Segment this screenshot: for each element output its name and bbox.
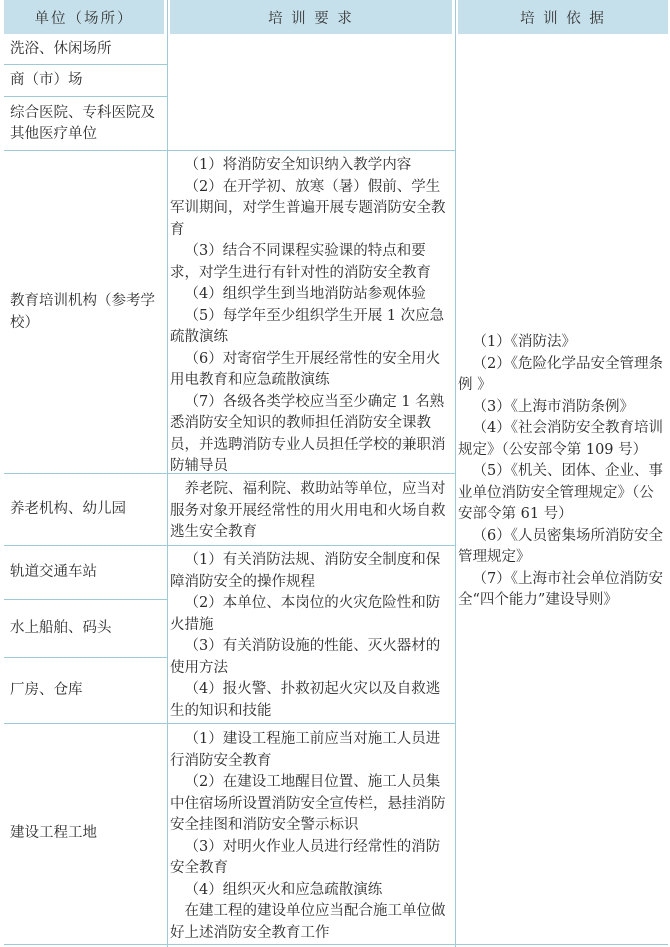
row-divider (4, 599, 167, 600)
row-divider (4, 657, 167, 658)
row-divider (4, 545, 455, 546)
req-item: （1）建设工程施工前应当对施工人员进行消防安全教育 (170, 731, 441, 769)
req-item: （3）对明火作业人员进行经常性的消防安全教育 (170, 838, 441, 876)
req-item: （3）结合不同课程实验课的特点和要求，对学生进行有针对性的消防安全教育 (170, 243, 431, 281)
header-basis: 培 训 依 据 (458, 0, 668, 34)
basis-item: （6）《人员密集场所消防安全管理规定》 (458, 527, 663, 565)
basis-item: （2）《危险化学品安全管理条例 》 (458, 355, 663, 393)
unit-cell: 养老机构、幼儿园 (10, 501, 126, 518)
req-item: （7）各级各类学校应当至少确定 1 名熟悉消防安全知识的教师担任消防安全课教员，并选聘消防专业人员担任学校的兼职消防辅导员 (170, 393, 446, 474)
basis-item: （7）《上海市社会单位消防安全“四个能力”建设导则》 (458, 570, 663, 608)
req-item: （2）在建设工地醒目位置、施工人员集中住宿场所设置消防安全宣传栏，悬挂消防安全挂图和消防安全警示标识 (170, 774, 446, 833)
req-item: （6）对寄宿学生开展经常性的安全用火用电教育和应急疏散演练 (170, 350, 441, 388)
req-item: （4）组织学生到当地消防站参观体验 (184, 286, 426, 302)
req-item: （2）本单位、本岗位的火灾危险性和防火措施 (170, 595, 441, 633)
unit-cell: 建设工程工地 (10, 825, 97, 842)
req-construction (170, 729, 452, 944)
header-requirements: 培 训 要 求 (170, 0, 452, 34)
unit-cell: 商（市）场 (10, 72, 83, 89)
req-item: （4）报火警、扑救初起火灾以及自救逃生的知识和技能 (170, 681, 441, 719)
row-divider (4, 96, 167, 97)
table-bottom-rule (4, 944, 668, 945)
req-item: （3）有关消防设施的性能、灭火器材的使用方法 (170, 638, 441, 676)
unit-cell: 轨道交通车站 (10, 564, 97, 581)
row-divider (4, 64, 167, 65)
req-item: （4）组织灭火和应急疏散演练 (184, 881, 383, 898)
req-item: （1）有关消防法规、消防安全制度和保障消防安全的操作规程 (170, 552, 441, 590)
req-item: （2）在开学初、放寒（暑）假前、学生军训期间，对学生普遍开展专题消防安全教育 (170, 178, 446, 238)
req-item: 在建工程的建设单位应当配合施工单位做好上述消防安全教育工作 (170, 903, 446, 941)
req-item: 养老院、福利院、救助站等单位，应当对服务对象开展经常性的用火用电和火场自救逃生安全教育 (170, 481, 446, 540)
unit-cell: 综合医院、专科医院及其他医疗单位 (10, 104, 155, 142)
req-elderly (170, 479, 452, 544)
basis-item: （1）《消防法》 (472, 334, 576, 350)
unit-cell: 教育培训机构（参考学校） (10, 293, 155, 331)
unit-cell: 洗浴、休闲场所 (10, 41, 112, 58)
row-divider (4, 150, 455, 151)
req-general (170, 550, 452, 722)
basis-item: （4）《社会消防安全教育培训规定》（公安部令第 109 号） (458, 420, 663, 458)
basis-item: （3）《上海市消防条例》 (472, 398, 634, 415)
unit-cell: 水上船舶、码头 (10, 620, 112, 637)
req-education (170, 155, 452, 478)
basis-list (458, 332, 668, 612)
row-divider (4, 723, 455, 724)
req-item: （5）每学年至少组织学生开展 1 次应急疏散演练 (170, 307, 445, 345)
col-divider (455, 0, 456, 947)
req-item: （1）将消防安全知识纳入教学内容 (184, 157, 412, 173)
basis-item: （5）《机关、团体、企业、事业单位消防安全管理规定》（公安部令第 61 号） (458, 463, 663, 522)
unit-cell: 厂房、仓库 (10, 682, 83, 699)
header-unit: 单位（场所） (4, 0, 164, 34)
